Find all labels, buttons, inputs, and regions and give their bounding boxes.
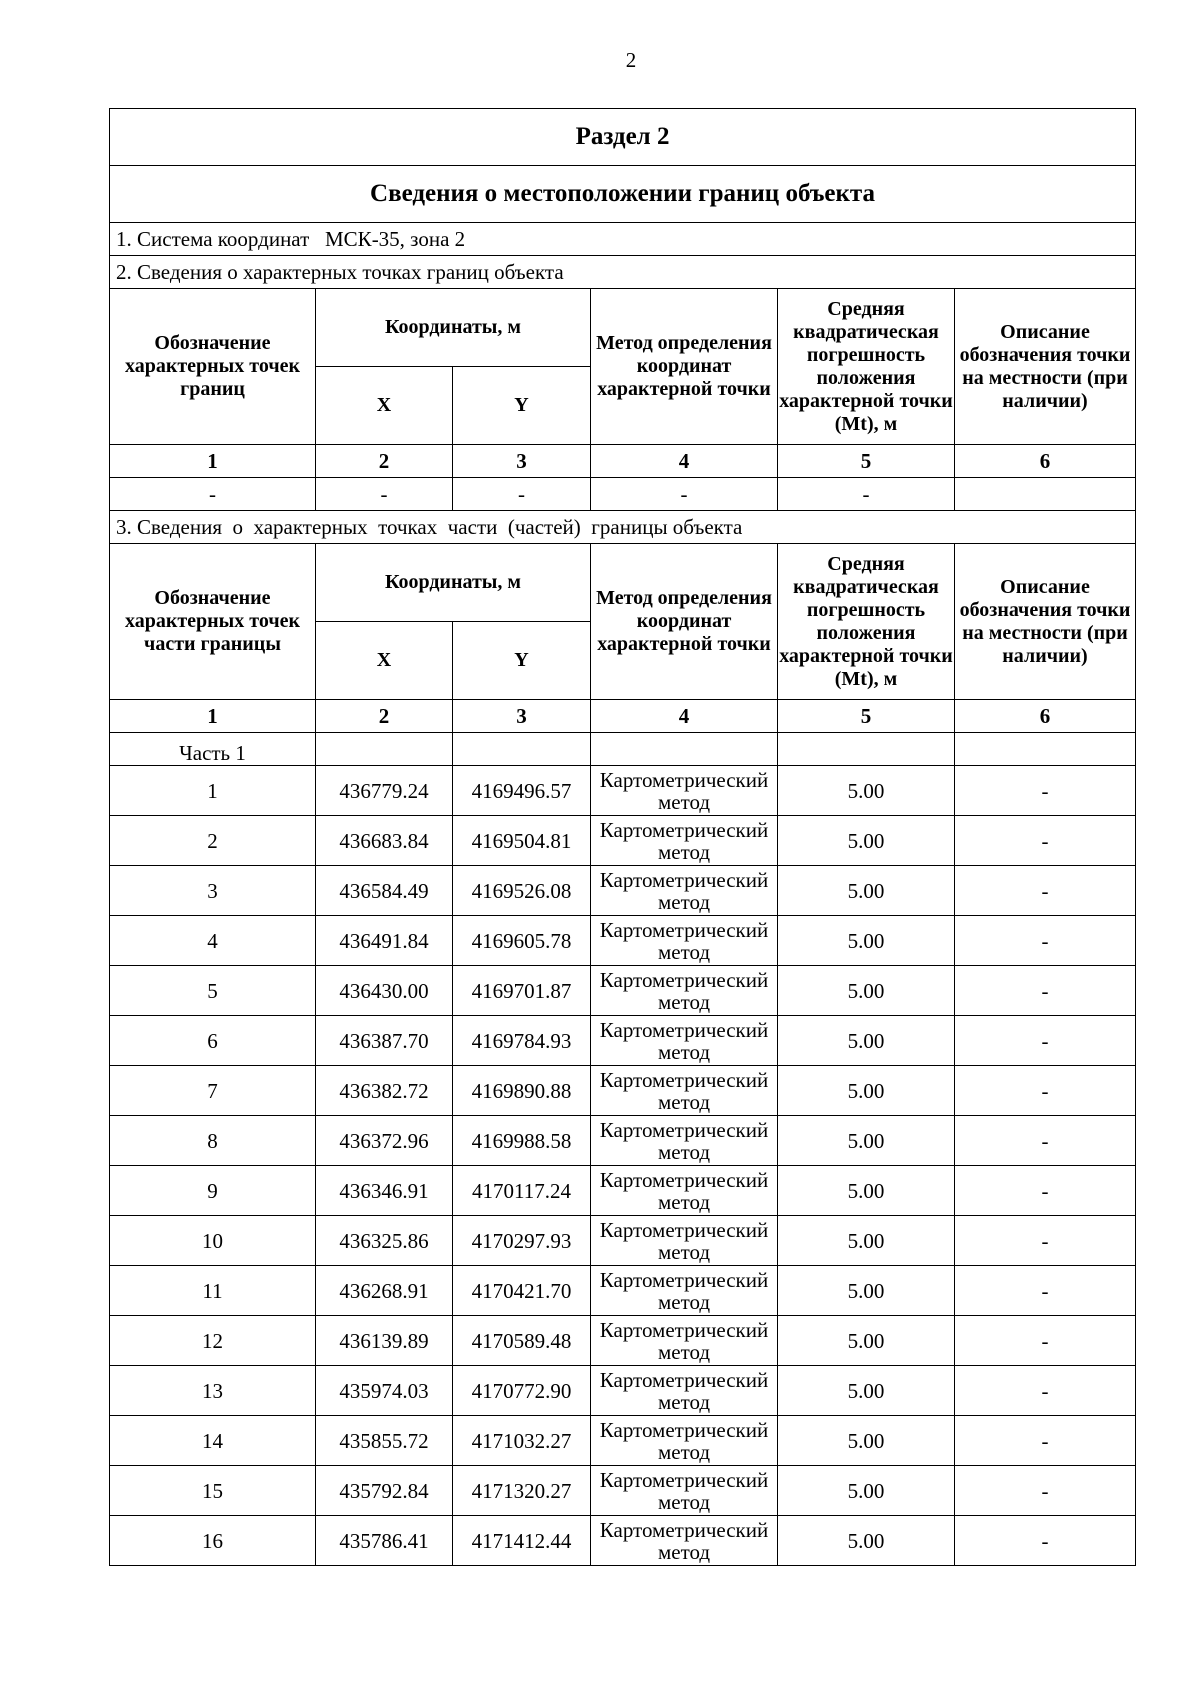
coord-y: 4169605.78 [453, 916, 591, 966]
method: Картометрический метод [591, 1516, 778, 1566]
description: - [955, 1316, 1136, 1366]
description: - [955, 1066, 1136, 1116]
t1-num-5: 5 [778, 445, 955, 478]
t2-num-4: 4 [591, 700, 778, 733]
method: Картометрический метод [591, 966, 778, 1016]
description: - [955, 816, 1136, 866]
table-row [110, 766, 1136, 816]
mean-error: 5.00 [778, 916, 955, 966]
t2-num-5: 5 [778, 700, 955, 733]
method: Картометрический метод [591, 1066, 778, 1116]
point-number: 11 [110, 1266, 316, 1316]
description: - [955, 766, 1136, 816]
description: - [955, 1166, 1136, 1216]
t2-col-description: Описание обозначения точки на местности (при наличии) [955, 544, 1136, 700]
coord-x: 436139.89 [316, 1316, 453, 1366]
mean-error: 5.00 [778, 1266, 955, 1316]
t1-col-y: Y [453, 367, 591, 445]
table-row [110, 1166, 1136, 1216]
t1-col-coords: Координаты, м [316, 289, 591, 367]
mean-error: 5.00 [778, 1166, 955, 1216]
mean-error: 5.00 [778, 1216, 955, 1266]
t1-empty-row [110, 478, 1136, 511]
method: Картометрический метод [591, 1416, 778, 1466]
coord-y: 4171320.27 [453, 1466, 591, 1516]
point-number: 10 [110, 1216, 316, 1266]
table-row [110, 916, 1136, 966]
mean-error: 5.00 [778, 1016, 955, 1066]
t2-col-coords: Координаты, м [316, 544, 591, 622]
description: - [955, 916, 1136, 966]
point-number: 14 [110, 1416, 316, 1466]
t1-empty-cell: - [591, 478, 778, 511]
part-label: Часть 1 [110, 733, 316, 766]
method: Картометрический метод [591, 816, 778, 866]
table-row [110, 1216, 1136, 1266]
t1-num-1: 1 [110, 445, 316, 478]
point-number: 1 [110, 766, 316, 816]
section-subtitle: Сведения о местоположении границ объекта [110, 166, 1136, 223]
coord-y: 4169496.57 [453, 766, 591, 816]
description: - [955, 1516, 1136, 1566]
table-row [110, 1416, 1136, 1466]
table-row [110, 1016, 1136, 1066]
coord-x: 435974.03 [316, 1366, 453, 1416]
table-row [110, 1116, 1136, 1166]
t2-col-designation: Обозначение характерных точек части границы [110, 544, 316, 700]
point-number: 4 [110, 916, 316, 966]
mean-error: 5.00 [778, 1466, 955, 1516]
description: - [955, 1466, 1136, 1516]
coord-system: 1. Система координат МСК-35, зона 2 [110, 223, 1136, 256]
mean-error: 5.00 [778, 866, 955, 916]
point-number: 8 [110, 1116, 316, 1166]
coord-y: 4169701.87 [453, 966, 591, 1016]
mean-error: 5.00 [778, 1316, 955, 1366]
t1-num-6: 6 [955, 445, 1136, 478]
method: Картометрический метод [591, 1266, 778, 1316]
mean-error: 5.00 [778, 766, 955, 816]
coord-y: 4170117.24 [453, 1166, 591, 1216]
t1-empty-cell [955, 478, 1136, 511]
empty-cell [316, 733, 453, 766]
point-number: 9 [110, 1166, 316, 1216]
parts-heading: 3. Сведения о характерных точках части (частей) границы объекта [110, 511, 1136, 544]
coord-y: 4169526.08 [453, 866, 591, 916]
part-row [110, 733, 1136, 766]
mean-error: 5.00 [778, 1516, 955, 1566]
mean-error: 5.00 [778, 1066, 955, 1116]
t1-num-3: 3 [453, 445, 591, 478]
mean-error: 5.00 [778, 1366, 955, 1416]
method: Картометрический метод [591, 916, 778, 966]
description: - [955, 1016, 1136, 1066]
coord-x: 436584.49 [316, 866, 453, 916]
method: Картометрический метод [591, 1166, 778, 1216]
method: Картометрический метод [591, 1216, 778, 1266]
table-row [110, 816, 1136, 866]
empty-cell [591, 733, 778, 766]
description: - [955, 1266, 1136, 1316]
t2-num-6: 6 [955, 700, 1136, 733]
coord-y: 4170421.70 [453, 1266, 591, 1316]
description: - [955, 866, 1136, 916]
coord-x: 436430.00 [316, 966, 453, 1016]
point-number: 6 [110, 1016, 316, 1066]
coord-x: 436372.96 [316, 1116, 453, 1166]
point-number: 3 [110, 866, 316, 916]
coord-y: 4169784.93 [453, 1016, 591, 1066]
t1-empty-cell: - [453, 478, 591, 511]
point-number: 2 [110, 816, 316, 866]
coord-x: 436387.70 [316, 1016, 453, 1066]
point-number: 5 [110, 966, 316, 1016]
method: Картометрический метод [591, 1366, 778, 1416]
t2-num-2: 2 [316, 700, 453, 733]
method: Картометрический метод [591, 1316, 778, 1366]
t2-col-y: Y [453, 622, 591, 700]
coord-x: 436268.91 [316, 1266, 453, 1316]
t1-num-4: 4 [591, 445, 778, 478]
table-row [110, 1266, 1136, 1316]
mean-error: 5.00 [778, 1116, 955, 1166]
method: Картометрический метод [591, 766, 778, 816]
t1-col-error: Средняя квадратическая погрешность положения характерной точки (Mt), м [778, 289, 955, 445]
coord-y: 4169890.88 [453, 1066, 591, 1116]
coord-y: 4170297.93 [453, 1216, 591, 1266]
coord-y: 4170589.48 [453, 1316, 591, 1366]
section-title: Раздел 2 [110, 109, 1136, 166]
mean-error: 5.00 [778, 966, 955, 1016]
t1-empty-cell: - [778, 478, 955, 511]
coord-y: 4170772.90 [453, 1366, 591, 1416]
method: Картометрический метод [591, 1116, 778, 1166]
t2-col-method: Метод определения координат характерной точки [591, 544, 778, 700]
point-number: 13 [110, 1366, 316, 1416]
t1-num-2: 2 [316, 445, 453, 478]
t1-empty-cell: - [316, 478, 453, 511]
point-number: 7 [110, 1066, 316, 1116]
method: Картометрический метод [591, 866, 778, 916]
mean-error: 5.00 [778, 816, 955, 866]
coord-x: 436491.84 [316, 916, 453, 966]
coord-x: 435792.84 [316, 1466, 453, 1516]
mean-error: 5.00 [778, 1416, 955, 1466]
point-number: 16 [110, 1516, 316, 1566]
t1-col-x: X [316, 367, 453, 445]
coord-y: 4171032.27 [453, 1416, 591, 1466]
table-row [110, 1066, 1136, 1116]
coord-x: 435855.72 [316, 1416, 453, 1466]
point-number: 12 [110, 1316, 316, 1366]
description: - [955, 1366, 1136, 1416]
empty-cell [955, 733, 1136, 766]
description: - [955, 1116, 1136, 1166]
empty-cell [453, 733, 591, 766]
t2-col-x: X [316, 622, 453, 700]
t2-col-error: Средняя квадратическая погрешность положения характерной точки (Mt), м [778, 544, 955, 700]
description: - [955, 966, 1136, 1016]
t2-num-1: 1 [110, 700, 316, 733]
points-heading: 2. Сведения о характерных точках границ объекта [110, 256, 1136, 289]
empty-cell [778, 733, 955, 766]
table-row [110, 1466, 1136, 1516]
coord-y: 4169988.58 [453, 1116, 591, 1166]
table-row [110, 866, 1136, 916]
t2-num-3: 3 [453, 700, 591, 733]
table-row [110, 1366, 1136, 1416]
coord-x: 435786.41 [316, 1516, 453, 1566]
coord-x: 436382.72 [316, 1066, 453, 1116]
coord-y: 4171412.44 [453, 1516, 591, 1566]
table-row [110, 1316, 1136, 1366]
coord-y: 4169504.81 [453, 816, 591, 866]
points-body [110, 766, 1136, 1566]
t1-col-description: Описание обозначения точки на местности (при наличии) [955, 289, 1136, 445]
page-number: 2 [625, 48, 637, 72]
t1-col-designation: Обозначение характерных точек границ [110, 289, 316, 445]
point-number: 15 [110, 1466, 316, 1516]
boundary-table [109, 108, 1136, 1566]
coord-x: 436346.91 [316, 1166, 453, 1216]
t1-empty-cell: - [110, 478, 316, 511]
t1-col-method: Метод определения координат характерной точки [591, 289, 778, 445]
table-row [110, 966, 1136, 1016]
coord-x: 436779.24 [316, 766, 453, 816]
table-row [110, 1516, 1136, 1566]
description: - [955, 1416, 1136, 1466]
coord-x: 436683.84 [316, 816, 453, 866]
coord-x: 436325.86 [316, 1216, 453, 1266]
description: - [955, 1216, 1136, 1266]
method: Картометрический метод [591, 1016, 778, 1066]
method: Картометрический метод [591, 1466, 778, 1516]
